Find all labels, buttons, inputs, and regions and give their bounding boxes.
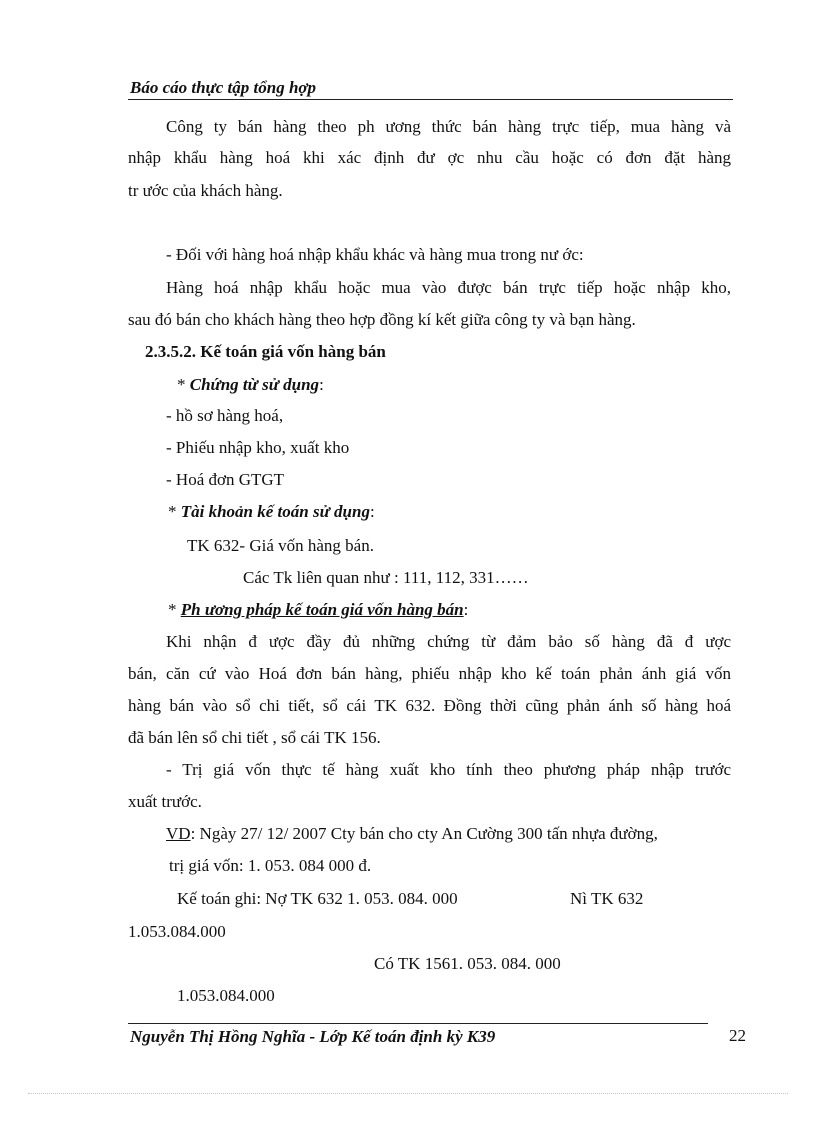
paragraph-4-line-4: đã bán lên sổ chi tiết , sổ cái TK 156. <box>128 728 381 747</box>
paragraph-1-line-2: nhập khẩu hàng hoá khi xác định đư ợc nhu cầu hoặc có đơn đặt hàng <box>128 148 731 167</box>
documents-item-3: - Hoá đơn GTGT <box>166 470 285 489</box>
accounts-colon: : <box>369 502 375 521</box>
documents-item-2: - Phiếu nhập kho, xuất kho <box>166 438 350 457</box>
paragraph-3-line-1: Hàng hoá nhập khẩu hoặc mua vào được bán trực tiếp hoặc nhập kho, <box>166 278 731 297</box>
header-rule <box>128 99 733 100</box>
documents-heading-line <box>177 375 324 395</box>
documents-star: * <box>177 375 190 394</box>
paragraph-2-line-1: - Đối với hàng hoá nhập khẩu khác và hàng mua trong nư ớc: <box>166 245 584 264</box>
paragraph-1-line-3: tr ước của khách hàng. <box>128 181 283 200</box>
header-title: Báo cáo thực tập tổng hợp <box>130 78 317 97</box>
documents-item-1: - hồ sơ hàng hoá, <box>166 406 284 425</box>
accounts-related: Các Tk liên quan như : 111, 112, 331…… <box>243 568 529 587</box>
entry-ni: Nì TK 632 <box>570 889 644 908</box>
entry-value-2: 1.053.084.000 <box>177 986 275 1005</box>
entry-credit: Có TK 1561. 053. 084. 000 <box>374 954 561 973</box>
footer-rule <box>128 1023 708 1024</box>
accounts-heading: Tài khoản kế toán sử dụng <box>180 502 370 521</box>
documents-colon: : <box>319 375 324 394</box>
entry-debit: Kế toán ghi: Nợ TK 632 1. 053. 084. 000 <box>177 889 458 908</box>
paragraph-3-line-2: sau đó bán cho khách hàng theo hợp đồng kí kết giữa công ty và bạn hàng. <box>128 310 636 329</box>
example-line-2: trị giá vốn: 1. 053. 084 000 đ. <box>169 856 372 875</box>
example-text: : Ngày 27/ 12/ 2007 Cty bán cho cty An Cường 300 tấn nhựa đường, <box>190 824 658 843</box>
paragraph-5-line-2: xuất trước. <box>128 792 202 811</box>
paragraph-4-line-1: Khi nhận đ ược đầy đủ những chứng từ đảm bảo số hàng đã đ ược <box>166 632 731 651</box>
accounts-tk-632: TK 632- Giá vốn hàng bán. <box>187 536 374 555</box>
page-number: 22 <box>729 1026 746 1045</box>
example-line-1 <box>166 824 658 844</box>
section-heading: 2.3.5.2. Kế toán giá vốn hàng bán <box>145 342 386 361</box>
entry-value-1: 1.053.084.000 <box>128 922 226 941</box>
accounts-heading-line <box>168 502 375 522</box>
method-heading: Ph ương pháp kế toán giá vốn hàng bán <box>180 600 464 619</box>
paragraph-5-line-1: - Trị giá vốn thực tế hàng xuất kho tính theo phương pháp nhập trước <box>166 760 731 779</box>
footer-author: Nguyễn Thị Hồng Nghĩa - Lớp Kế toán định kỳ K39 <box>130 1027 496 1046</box>
page-edge-divider <box>28 1093 788 1094</box>
example-label: VD <box>166 824 191 843</box>
documents-heading: Chứng từ sử dụng <box>189 375 320 394</box>
paragraph-4-line-2: bán, căn cứ vào Hoá đơn bán hàng, phiếu nhập kho kế toán phản ánh giá vốn <box>128 664 731 683</box>
paragraph-1-line-1: Công ty bán hàng theo ph ương thức bán hàng trực tiếp, mua hàng và <box>166 117 731 136</box>
paragraph-4-line-3: hàng bán vào sổ chi tiết, sổ cái TK 632. Đồng thời cũng phản ánh số hàng hoá <box>128 696 731 715</box>
method-heading-line <box>168 600 468 620</box>
accounts-star: * <box>168 502 181 521</box>
method-star: * <box>168 600 181 619</box>
method-colon: : <box>463 600 469 619</box>
